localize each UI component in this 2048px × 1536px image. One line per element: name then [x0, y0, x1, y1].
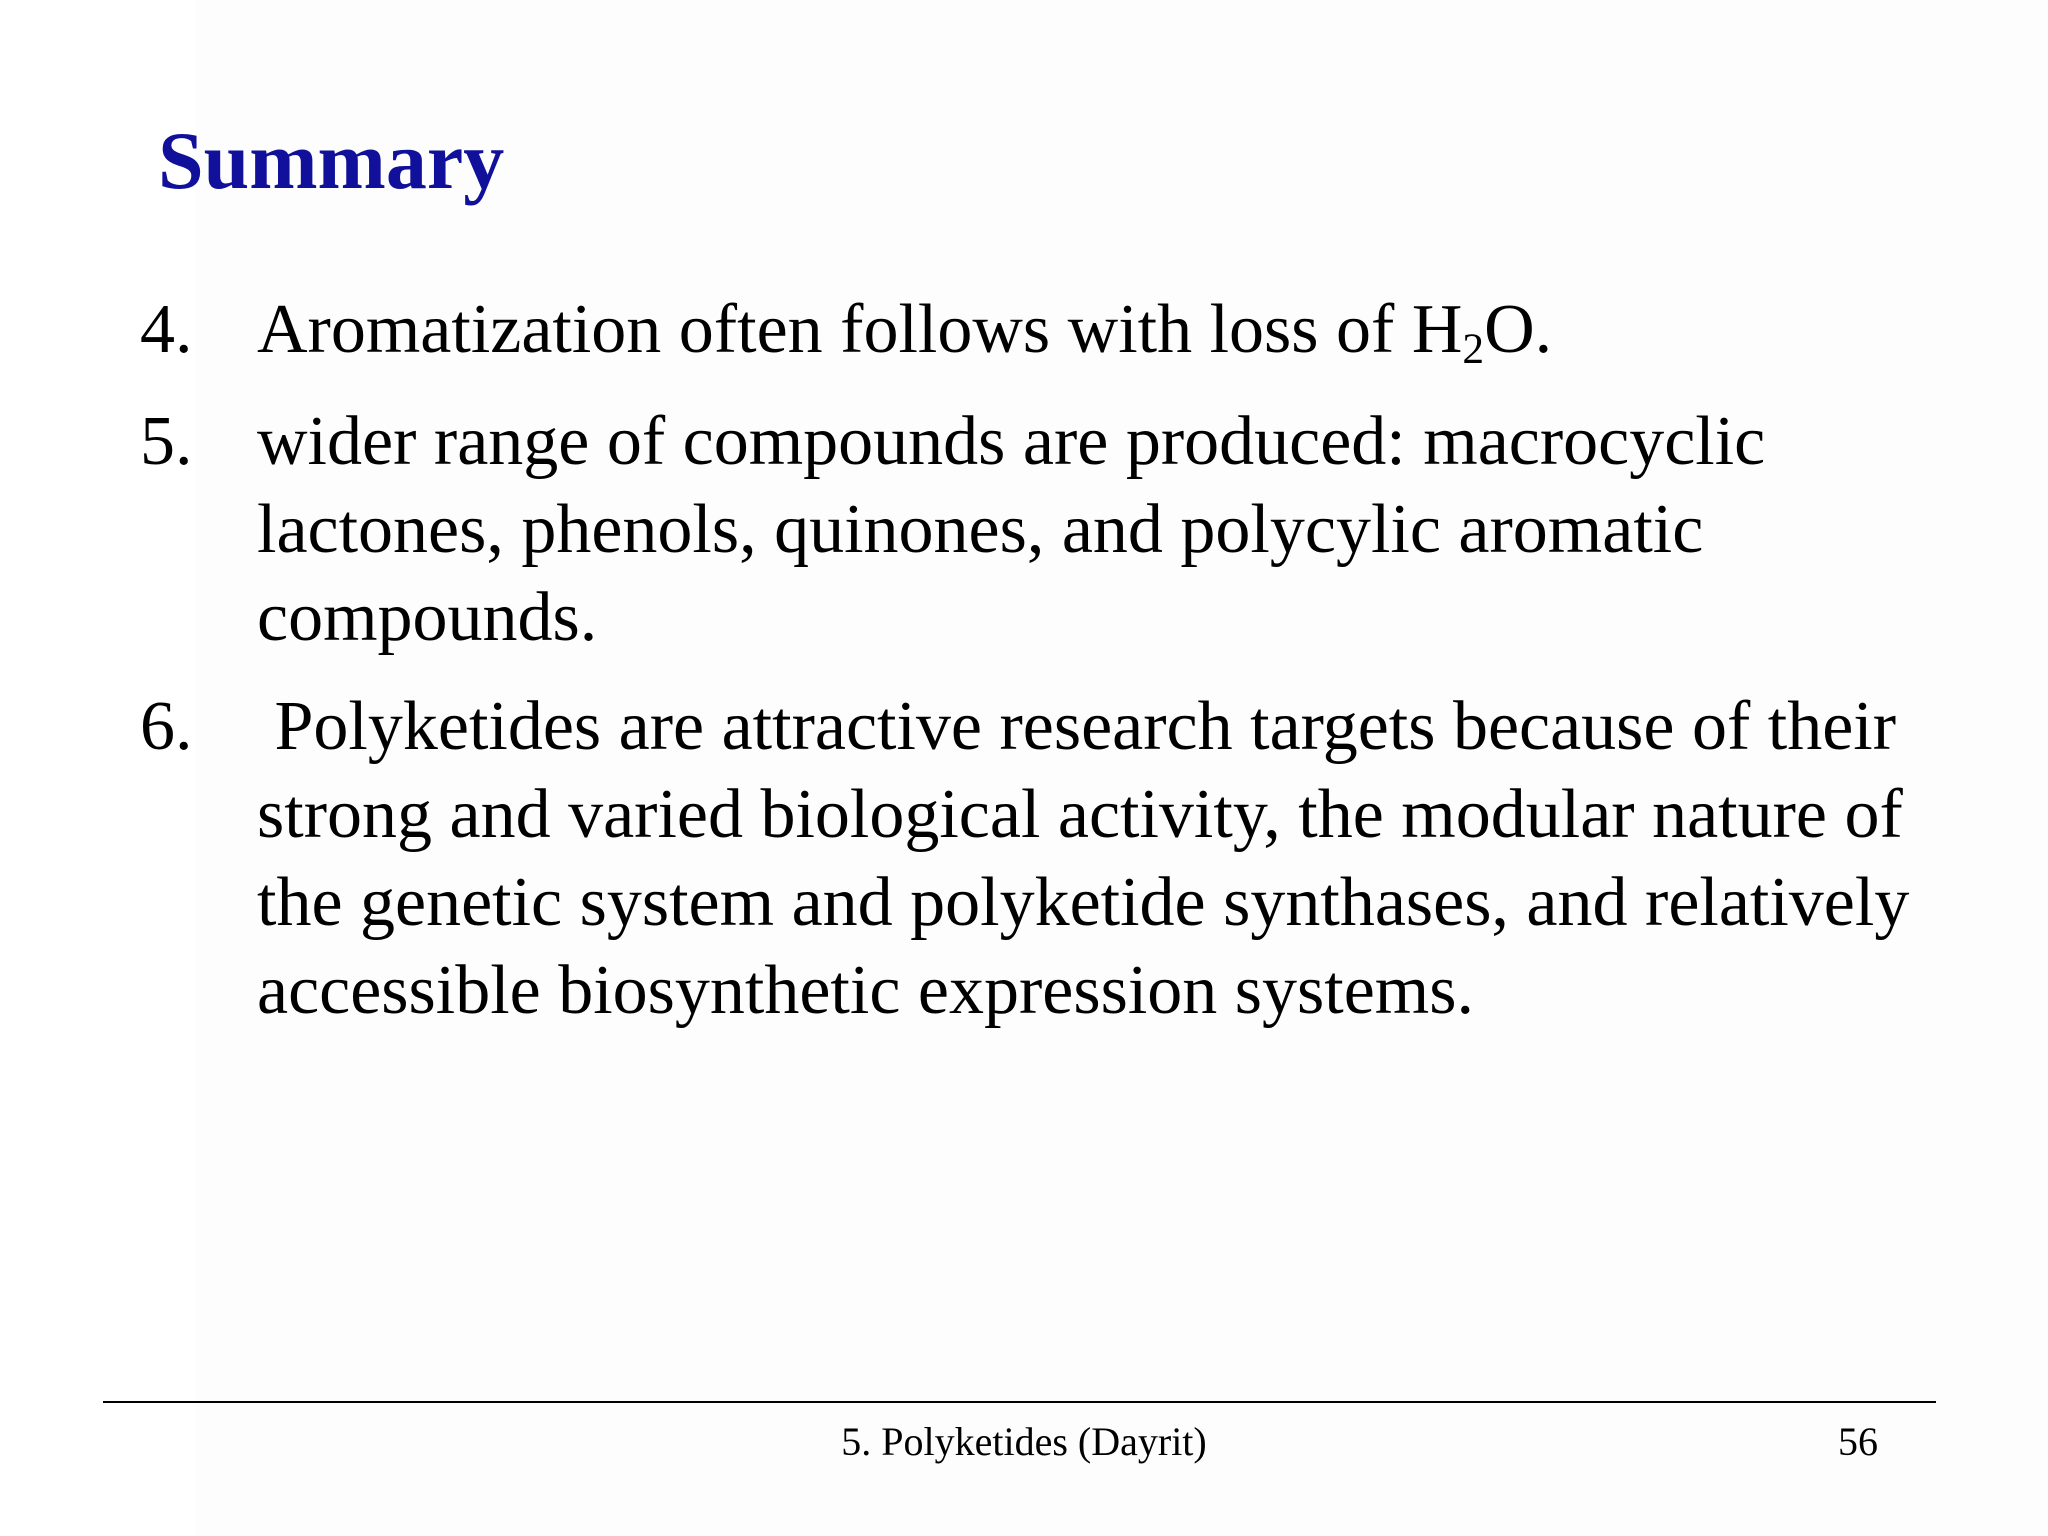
list-item-5: [140, 398, 1940, 662]
list-item-text: wider range of compounds are produced: macrocyclic lactones, phenols, quinones, and polycylic aromatic compounds.: [257, 403, 1766, 656]
list-item-number: 4.: [140, 291, 193, 368]
list-item-6: [140, 683, 1940, 1035]
slide-title: Summary: [158, 115, 505, 206]
list-item-text-end: O.: [1484, 291, 1553, 368]
subscript: 2: [1462, 324, 1485, 373]
page-number: 56: [1838, 1419, 1878, 1464]
list-item-4: [140, 286, 1940, 374]
footer-divider: [103, 1401, 1936, 1403]
footer-label: 5. Polyketides (Dayrit): [841, 1419, 1207, 1464]
list-item-text-main: Aromatization often follows with loss of H: [257, 291, 1463, 368]
list-item-text: [257, 286, 1940, 374]
list-item-text: Polyketides are attractive research targets because of their strong and varied biological activity, the modular nature of the genetic system and polyketide synthases, and relatively accessible biosynthetic expression systems.: [257, 688, 1927, 1029]
list-item-number: 6.: [140, 688, 193, 765]
list-item-number: 5.: [140, 403, 193, 480]
